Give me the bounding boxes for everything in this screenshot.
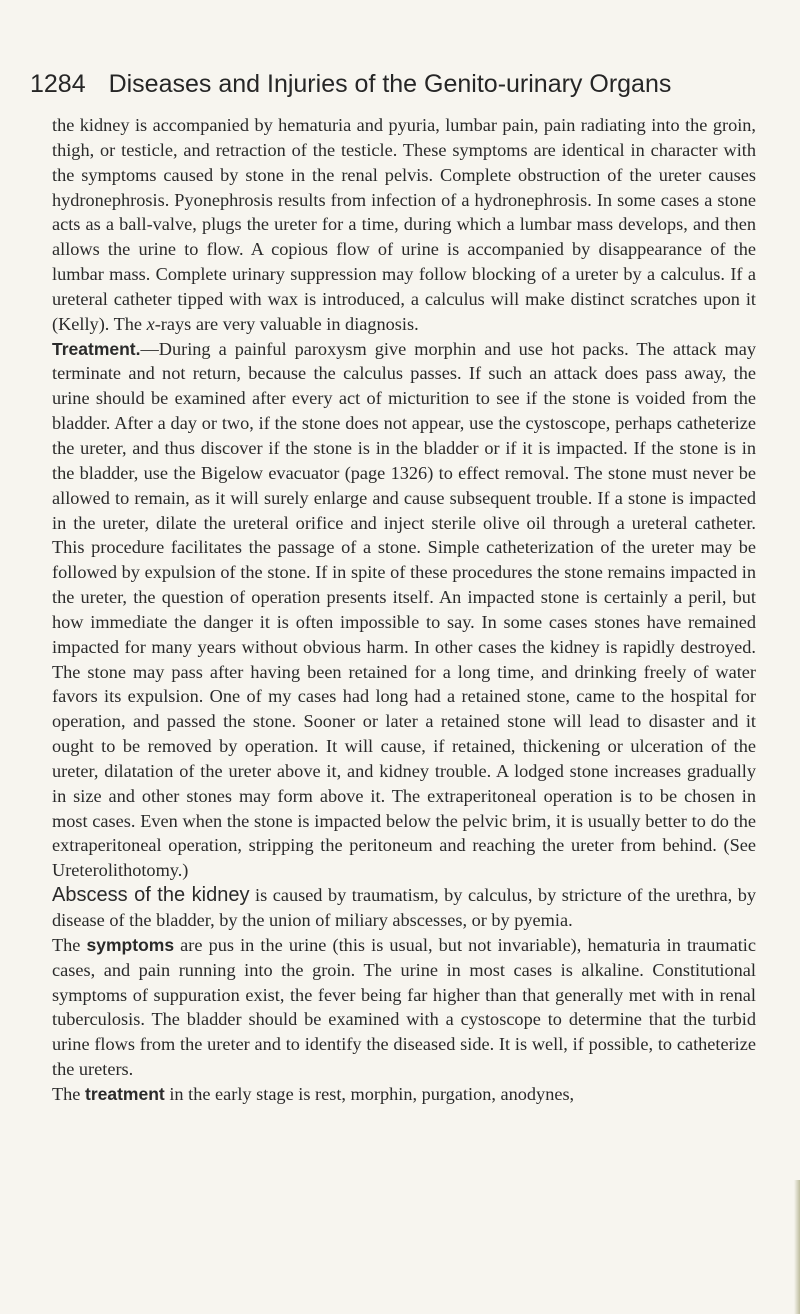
page-edge-shadow	[794, 1180, 800, 1314]
treatment-heading: Treatment.	[52, 338, 141, 359]
running-title: Diseases and Injuries of the Genito-urinary Organs	[108, 70, 672, 98]
paragraph-abscess-treatment	[52, 1082, 756, 1107]
paragraph-text: is caused by traumatism, by calculus, by stricture of the urethra, by disease of the bladder, by the union of miliary abscesses, or by pyemia.	[52, 885, 756, 930]
paragraph-text: in the early stage is rest, morphin, purgation, anodynes,	[164, 1083, 575, 1104]
body-text	[52, 113, 756, 1107]
paragraph-lead: The	[52, 1083, 85, 1104]
paragraph-text: are pus in the urine (this is usual, but not invariable), hematuria in traumatic cases, and pain running into the groin. The urine in most cases is alkaline. Constitutional symptoms of suppuration exist, the fever being far higher than that generally met with in renal tuberculosis. The bladder should be examined with a cystoscope to determine that the turbid urine flows from the ureter and to identify the diseased side. It is well, if possible, to catheterize the ureters.	[52, 934, 756, 1080]
paragraph-text-end: -rays are very valuable in diagnosis.	[154, 313, 419, 334]
paragraph-abscess	[52, 883, 756, 933]
x-rays-italic-x: x	[146, 313, 155, 334]
paragraph-symptoms	[52, 933, 756, 1082]
page-number: 1284	[30, 70, 86, 98]
paragraph-kidney-stone-symptoms	[52, 113, 756, 337]
paragraph-treatment	[52, 337, 756, 884]
running-head	[30, 70, 770, 110]
paragraph-text: —During a painful paroxysm give morphin and use hot packs. The attack may terminate and not return, because the calculus passes. If such an attack does pass away, the urine should be examined after every act of micturition to see if the stone is voided from the bladder. After a day or two, if the stone does not appear, use the cystoscope, perhaps catheterize the ureter, and thus discover if the stone is in the bladder or if it is impacted. If the stone is in the bladder, use the Bigelow evacuator (page 1326) to effect removal. The stone must never be allowed to remain, as it will surely enlarge and cause subsequent trouble. If a stone is impacted in the ureter, dilate the ureteral orifice and inject sterile olive oil through a ureteral catheter. This procedure facilitates the passage of a stone. Simple catheterization of the ureter may be followed by expulsion of the stone. If in spite of these procedures the stone remains impacted in the ureter, the question of operation presents itself. An impacted stone is certainly a peril, but how immediate the danger it is often impossible to say. In some cases stones have remained impacted for many years without obvious harm. In other cases the kidney is rapidly destroyed. The stone may pass after having been retained for a long time, and drinking freely of water favors its expulsion. One of my cases had long had a retained stone, came to the hospital for operation, and passed the stone. Sooner or later a retained stone will lead to disaster and it ought to be removed by operation. It will cause, if retained, thickening or ulceration of the ureter, dilatation of the ureter above it, and kidney trouble. A lodged stone increases gradually in size and other stones may form above it. The extraperitoneal operation is to be chosen in most cases. Even when the stone is impacted below the pelvic brim, it is usually better to do the extraperitoneal operation, stripping the peritoneum and reaching the ureter from behind. (See Ureterolithotomy.)	[52, 338, 756, 881]
paragraph-lead: The	[52, 934, 87, 955]
paragraph-text: the kidney is accompanied by hematuria and pyuria, lumbar pain, pain radiating into the groin, thigh, or testicle, and retraction of the testicle. These symptoms are identical in character with the symptoms caused by stone in the renal pelvis. Complete obstruction of the ureter causes hydronephrosis. Pyonephrosis results from infection of a hydronephrosis. In some cases a stone acts as a ball-valve, plugs the ureter for a time, during which a lumbar mass develops, and then allows the urine to flow. A copious flow of urine is accompanied by disappearance of the lumbar mass. Complete urinary suppression may follow blocking of a ureter by a calculus. If a ureteral catheter tipped with wax is introduced, a calculus will make distinct scratches upon it (Kelly). The	[52, 115, 756, 334]
abscess-heading: Abscess of the kidney	[52, 884, 250, 907]
treatment-subheading: treatment	[85, 1083, 165, 1104]
symptoms-heading: symptoms	[86, 934, 175, 955]
